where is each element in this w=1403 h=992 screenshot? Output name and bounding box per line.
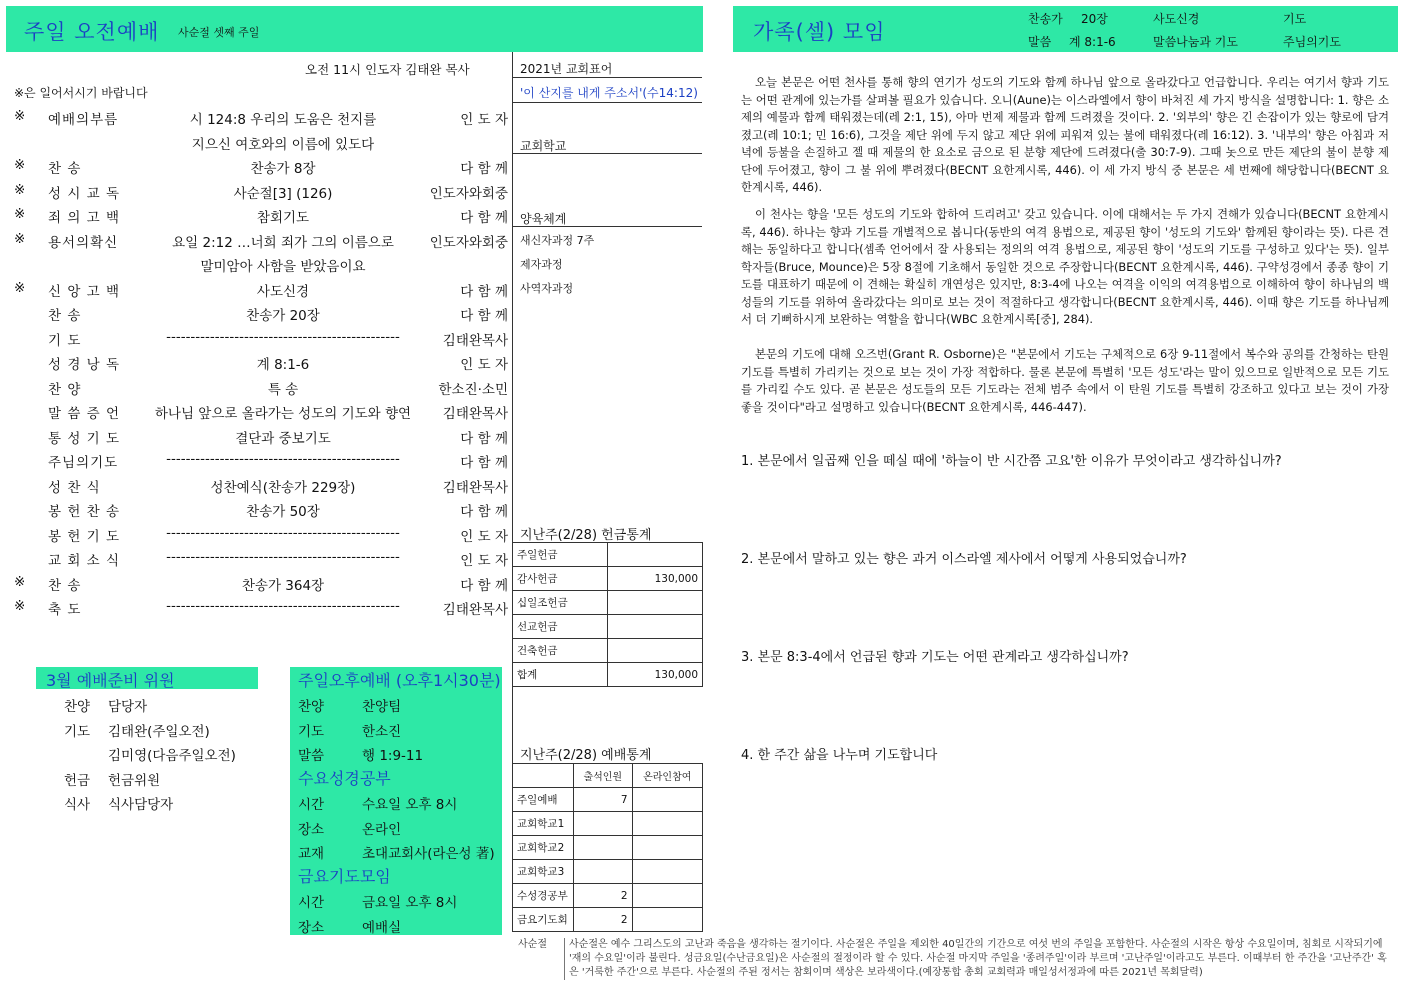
row-leader: 인 도 자	[460, 357, 508, 373]
cell-row1-hymn: 20장	[1081, 12, 1108, 26]
list-value: 온라인	[362, 821, 402, 838]
row-leader: 인도자와회중	[429, 234, 508, 251]
row-content: 결단과 중보기도	[235, 430, 331, 447]
attendance-row	[513, 884, 703, 908]
list-value: 찬양팀	[362, 699, 402, 715]
row-leader: 다 함 께	[460, 283, 508, 300]
list-value: 예배실	[362, 919, 402, 936]
offering-row	[513, 615, 703, 639]
sermon-paragraph-3: 본문의 기도에 대해 오즈번(Grant R. Osborne)은 "본문에서 기도는 구체적으로 6장 9-11절에서 복수와 공의를 간청하는 탄원 기도를 특별히 가리키는 것으로 보는 것이 가장 적합하다. 물론 본문에 특별히 '모든 성도'라는 말이 있으므로 일반적으로 모든 기도를 가리킬 수도 있다. 곧 본문은 성도들의 모든 기도라는 전체 범주 속에서 이 탄원 기도를 특별히 강조하고 있다고 보는 것이 가장 좋을 것이다"라고 설명하고 있습니다(BECNT 요한계시록, 446-447).	[741, 347, 1389, 414]
row-leader: 김태완목사	[442, 602, 508, 618]
course-3: 사역자과정	[520, 282, 574, 295]
row-name: 성 경 낭 독	[48, 357, 121, 373]
list-value: 헌금위원	[108, 772, 161, 789]
attendance-row	[513, 908, 703, 932]
row-content: ------------------------------------------------	[166, 598, 400, 614]
attendance-header-row	[513, 764, 703, 788]
row-leader: 한소진·소민	[438, 381, 508, 398]
row-content: 찬송가 364장	[241, 577, 325, 594]
row-mark: ※	[14, 108, 26, 124]
service-row	[8, 374, 508, 398]
service-title: 주일 오전예배	[24, 20, 160, 44]
course-2: 제자과정	[520, 258, 563, 271]
sermon-paragraph-2: 이 천사는 향을 '모든 성도의 기도와 합하여 드리려고' 갖고 있습니다. 이에 대해서는 두 가지 견해가 있습니다(BECNT 요한계시록, 446). 하나는 향과 기도를 개별적으로 봅니다(동반의 여격 용법으로, 제공된 향이 '성도의 기도와' 함께된 향이라는 뜻). 다른 견해는 동일하다고 합니다(셈족 언어에서 잘 사용되는 정의의 여격 용법으로, 제공된 향이 '성도의 기도를 구성하고 있다'는 뜻). 일부 학자들(Bruce, Mounce)은 5장 8절에 기초해서 동일한 것으로 주장합니다(BECNT 요한계시록, 446). 구약성경에서 종종 향이 기도를 대표하기 때문에 이 견해는 확실히 개연성은 있지만, 8:3-4에 나오는 여격을 이익의 여격용법으로 이해하여 향이 하나님의 백성들의 기도를 위하여 올라갔다는 의미로 보는 것이 적절하다고 생각합니다(BECNT 요한계시록, 446). 이때 향은 기도를 하나님께서 더 기뻐하시게 보완하는 역할을 합니다(WBC 요한계시록[중], 284).	[741, 207, 1389, 326]
attendance-count: 2	[574, 884, 633, 908]
row-name: 찬 송	[48, 577, 82, 594]
list-label: 시간	[298, 797, 325, 813]
row-name: 찬 송	[48, 161, 82, 177]
row-name: 봉 헌 찬 송	[48, 504, 121, 520]
attendance-count	[574, 812, 633, 836]
right-header-banner	[733, 6, 1398, 52]
list-value: 수요일 오후 8시	[362, 797, 458, 813]
row-content: ------------------------------------------------	[166, 451, 400, 467]
list-label: 헌금	[64, 772, 91, 789]
offering-amount	[608, 543, 703, 567]
row-mark: ※	[14, 598, 26, 614]
row-name: 예배의부름	[48, 112, 119, 128]
row-leader: 김태완목사	[442, 332, 508, 349]
cell-row1-hymn-label: 찬송가	[1028, 12, 1063, 26]
offering-amount: 130,000	[608, 567, 703, 591]
row-name: 죄 의 고 백	[48, 210, 121, 226]
sermon-paragraph-1: 오늘 본문은 어떤 천사를 통해 향의 연기가 성도의 기도와 함께 하나님 앞으로 올라갔다고 언급합니다. 우리는 여기서 향과 기도는 어떤 관계에 있는가를 살펴볼 필요가 있습니다. 오니(Aune)는 이스라엘에서 향이 바쳐진 세 가지 방식을 설명합니다: 1. 향은 소제의 예물과 함께 태워졌는데(레 2:1, 15), 아마 번제 제물과 함께 드려졌을 것이다. 2. '외부의' 향은 긴 손잡이가 있는 향로에 담겨졌고(레 10:1; 민 16:6), 그것을 제단 위에 두지 않고 제단 위에 피워져 있는 불에 태워졌다(레 16:12). 3. '내부의' 향은 아침과 저녁에 등불을 손질하고 젤 때 제물의 한 요소로 금으로 된 분향 제단에 드려졌다(출 30:7-9). 그때 놋으로 만든 제단의 불이 분향 제단에 두어졌고, 향이 그 불 위에 뿌려졌다(BECNT 요한계시록, 446). 이 세 가지 방식 중 본문은 세 번째에 해당합니다(BECNT 요한계시록, 446).	[741, 75, 1389, 194]
row-leader: 다 함 께	[460, 504, 508, 520]
divider	[512, 153, 702, 154]
attendance-count	[632, 860, 702, 884]
row-name: 성 찬 식	[48, 479, 101, 496]
question-2: 2. 본문에서 말하고 있는 향은 과거 이스라엘 제사에서 어떻게 사용되었습니까?	[741, 552, 1187, 567]
cell-row2-word: 계 8:1-6	[1069, 35, 1116, 49]
list-value: 초대교회사(라은성 著)	[362, 846, 495, 862]
service-row	[8, 104, 508, 128]
list-label: 찬양	[298, 699, 325, 715]
list-value: 김태완(주일오전)	[108, 723, 210, 740]
list-label: 식사	[64, 797, 91, 813]
row-leader: 김태완목사	[442, 479, 508, 496]
row-name: 주님의기도	[48, 455, 119, 471]
row-name: 신 앙 고 백	[48, 283, 121, 300]
offering-row	[513, 567, 703, 591]
service-row	[8, 227, 508, 251]
attendance-table	[512, 763, 703, 932]
service-row	[8, 447, 508, 471]
cell-meeting-title: 가족(셀) 모임	[753, 20, 886, 44]
attendance-row	[513, 860, 703, 884]
offering-amount: 130,000	[608, 663, 703, 687]
offering-amount	[608, 615, 703, 639]
row-content: 사순절[3] (126)	[233, 185, 333, 202]
service-row	[8, 570, 508, 594]
attendance-count: 7	[574, 788, 633, 812]
list-value: 식사담당자	[108, 797, 174, 813]
list-value: 행 1:9-11	[362, 748, 424, 764]
row-content: 요일 2:12 …너희 죄가 그의 이름으로	[172, 234, 394, 251]
service-row	[8, 594, 508, 618]
row-mark: ※	[14, 573, 26, 590]
row-name: 축 도	[48, 602, 82, 618]
row-name: 용서의확신	[48, 234, 119, 251]
course-1: 새신자과정 7주	[520, 234, 595, 247]
row-leader: 김태완목사	[442, 406, 508, 422]
offering-table	[512, 542, 703, 687]
service-row	[8, 545, 508, 569]
attendance-label: 주일예배	[513, 788, 574, 812]
service-row	[8, 202, 508, 226]
list-label: 장소	[298, 919, 325, 936]
prep-title: 3월 예배준비 위원	[46, 671, 175, 690]
service-row	[8, 472, 508, 496]
attendance-row	[513, 788, 703, 812]
service-row	[8, 276, 508, 300]
attendance-header: 온라인참여	[632, 764, 702, 788]
row-content: 찬송가 20장	[246, 308, 320, 324]
list-value: 담당자	[108, 699, 148, 715]
row-name: 봉 헌 기 도	[48, 528, 121, 545]
row-content: ------------------------------------------------	[166, 328, 400, 345]
service-row	[8, 251, 508, 275]
attendance-count	[574, 836, 633, 860]
list-label: 찬양	[64, 699, 91, 715]
cell-row2-word-label: 말씀	[1028, 35, 1052, 49]
attendance-label: 교회학교3	[513, 860, 574, 884]
service-row	[8, 398, 508, 422]
nurture-title: 양육체계	[520, 212, 567, 226]
left-header-banner	[6, 6, 703, 52]
attendance-header: 출석인원	[574, 764, 633, 788]
row-leader: 다 함 께	[460, 210, 508, 226]
offering-label: 십일조헌금	[513, 591, 608, 615]
list-label: 장소	[298, 821, 325, 838]
list-label: 기도	[298, 723, 325, 740]
row-content: 말미암아 사함을 받았음이요	[200, 259, 366, 275]
motto: '이 산지를 내게 주소서'(수14:12)	[520, 86, 698, 100]
row-content: 찬송가 8장	[250, 161, 316, 177]
service-row	[8, 300, 508, 324]
row-content: 특 송	[267, 381, 299, 398]
attendance-count	[632, 812, 702, 836]
service-row	[8, 521, 508, 545]
standing-notice: ※은 일어서시기 바랍니다	[14, 86, 148, 100]
offering-label: 주일헌금	[513, 543, 608, 567]
offering-title: 지난주(2/28) 헌금통계	[520, 528, 652, 543]
cell-row1-creed: 사도신경	[1153, 12, 1200, 26]
list-value: 김미영(다음주일오전)	[108, 748, 236, 764]
row-name: 성 시 교 독	[48, 185, 121, 202]
row-leader: 다 함 께	[460, 455, 508, 471]
divider	[512, 226, 702, 227]
row-content: 계 8:1-6	[256, 357, 310, 373]
afternoon-title: 주일오후예배 (오후1시30분)	[298, 671, 501, 690]
offering-amount	[608, 591, 703, 615]
row-leader: 인 도 자	[460, 112, 508, 128]
attendance-header	[513, 764, 574, 788]
row-mark: ※	[14, 181, 26, 198]
list-label: 말씀	[298, 748, 325, 764]
school-title: 교회학교	[520, 139, 567, 153]
divider	[512, 77, 702, 78]
attendance-count	[632, 788, 702, 812]
attendance-row	[513, 836, 703, 860]
row-name: 교 회 소 식	[48, 553, 121, 569]
row-mark: ※	[14, 157, 26, 173]
question-3: 3. 본문 8:3-4에서 언급된 향과 기도는 어떤 관계라고 생각하십니까?	[741, 650, 1129, 665]
attendance-label: 교회학교2	[513, 836, 574, 860]
friday-title: 금요기도모임	[298, 867, 391, 886]
row-content: 찬송가 50장	[246, 504, 320, 520]
row-leader: 다 함 께	[460, 430, 508, 447]
question-4: 4. 한 주간 삶을 나누며 기도합니다	[741, 748, 938, 763]
attendance-count	[632, 884, 702, 908]
list-value: 금요일 오후 8시	[362, 895, 458, 911]
cell-row2-lords-prayer: 주님의기도	[1283, 35, 1341, 49]
row-content: ------------------------------------------------	[166, 524, 400, 541]
offering-label: 건축헌금	[513, 639, 608, 663]
row-name: 찬 양	[48, 381, 82, 398]
cell-row1-prayer: 기도	[1283, 12, 1307, 26]
row-content: ------------------------------------------------	[166, 549, 400, 565]
service-row	[8, 349, 508, 373]
question-1: 1. 본문에서 일곱째 인을 떼실 때에 '하늘이 반 시간쯤 고요'한 이유가 무엇이라고 생각하십니까?	[741, 454, 1282, 469]
list-value: 한소진	[362, 723, 402, 740]
service-row	[8, 153, 508, 177]
prep-title-bar	[36, 667, 258, 689]
row-content: 하나님 앞으로 올라가는 성도의 기도와 향연	[154, 406, 412, 422]
offering-row	[513, 543, 703, 567]
row-name: 말 씀 증 언	[48, 406, 121, 422]
row-content: 참회기도	[256, 210, 310, 226]
row-mark: ※	[14, 279, 26, 296]
row-content: 사도신경	[256, 283, 310, 300]
divider	[512, 102, 702, 103]
service-row	[8, 325, 508, 349]
footnote-text: 사순절은 예수 그리스도의 고난과 죽음을 생각하는 절기이다. 사순절은 주일을 제외한 40일간의 기간으로 여섯 번의 주일을 포함한다. 사순절의 시작은 항상 수요일이며, 침회로 시작되기에 '재의 수요일'이라 불린다. 성금요일(수난금요일)은 사순절의 절정이라 할 수 있다. 사순절 마지막 주일을 '종려주일'이라 부르며 '고난주일'이라고도 부른다. 이때부터 한 주간을 '고난주간' 혹은 '거룩한 주간'으로 부른다. 사순절의 주된 정서는 참회이며 색상은 보라색이다.(예장통합 총회 교회력과 매일성서정과에 따른 2021년 목회달력)	[564, 938, 1395, 980]
attendance-count: 2	[574, 908, 633, 932]
attendance-count	[632, 836, 702, 860]
offering-label: 선교헌금	[513, 615, 608, 639]
offering-label: 합계	[513, 663, 608, 687]
cell-row2-sharing: 말씀나눔과 기도	[1153, 35, 1238, 49]
footnote-label: 사순절	[518, 939, 547, 950]
row-mark: ※	[14, 230, 26, 247]
offering-row	[513, 591, 703, 615]
offering-row	[513, 639, 703, 663]
row-leader: 다 함 께	[460, 577, 508, 594]
row-content: 성찬예식(찬송가 229장)	[210, 479, 356, 496]
row-name: 찬 송	[48, 308, 82, 324]
service-row	[8, 423, 508, 447]
row-name: 기 도	[48, 332, 82, 349]
row-name: 통 성 기 도	[48, 430, 121, 447]
list-label: 시간	[298, 895, 325, 911]
row-content: 지으신 여호와의 이름에 있도다	[191, 136, 375, 153]
service-subtitle: 사순절 셋째 주일	[178, 26, 260, 39]
time-leader: 오전 11시 인도자 김태완 목사	[305, 62, 470, 77]
attendance-label: 교회학교1	[513, 812, 574, 836]
row-mark: ※	[14, 206, 26, 222]
service-row	[8, 496, 508, 520]
attendance-title: 지난주(2/28) 예배통계	[520, 748, 652, 763]
study-title: 수요성경공부	[298, 769, 391, 788]
offering-label: 감사헌금	[513, 567, 608, 591]
attendance-label: 수성경공부	[513, 884, 574, 908]
attendance-count	[574, 860, 633, 884]
attendance-label: 금요기도회	[513, 908, 574, 932]
row-leader: 인도자와회중	[429, 185, 508, 202]
service-row	[8, 129, 508, 153]
service-row	[8, 178, 508, 202]
row-leader: 다 함 께	[460, 308, 508, 324]
row-leader: 인 도 자	[460, 528, 508, 545]
list-label: 교재	[298, 846, 325, 862]
attendance-row	[513, 812, 703, 836]
row-content: 시 124:8 우리의 도움은 천지를	[189, 112, 377, 128]
offering-row	[513, 663, 703, 687]
row-leader: 다 함 께	[460, 161, 508, 177]
list-label: 기도	[64, 723, 91, 740]
row-leader: 인 도 자	[460, 553, 508, 569]
offering-amount	[608, 639, 703, 663]
attendance-count	[632, 908, 702, 932]
motto-title: 2021년 교회표어	[520, 62, 613, 76]
